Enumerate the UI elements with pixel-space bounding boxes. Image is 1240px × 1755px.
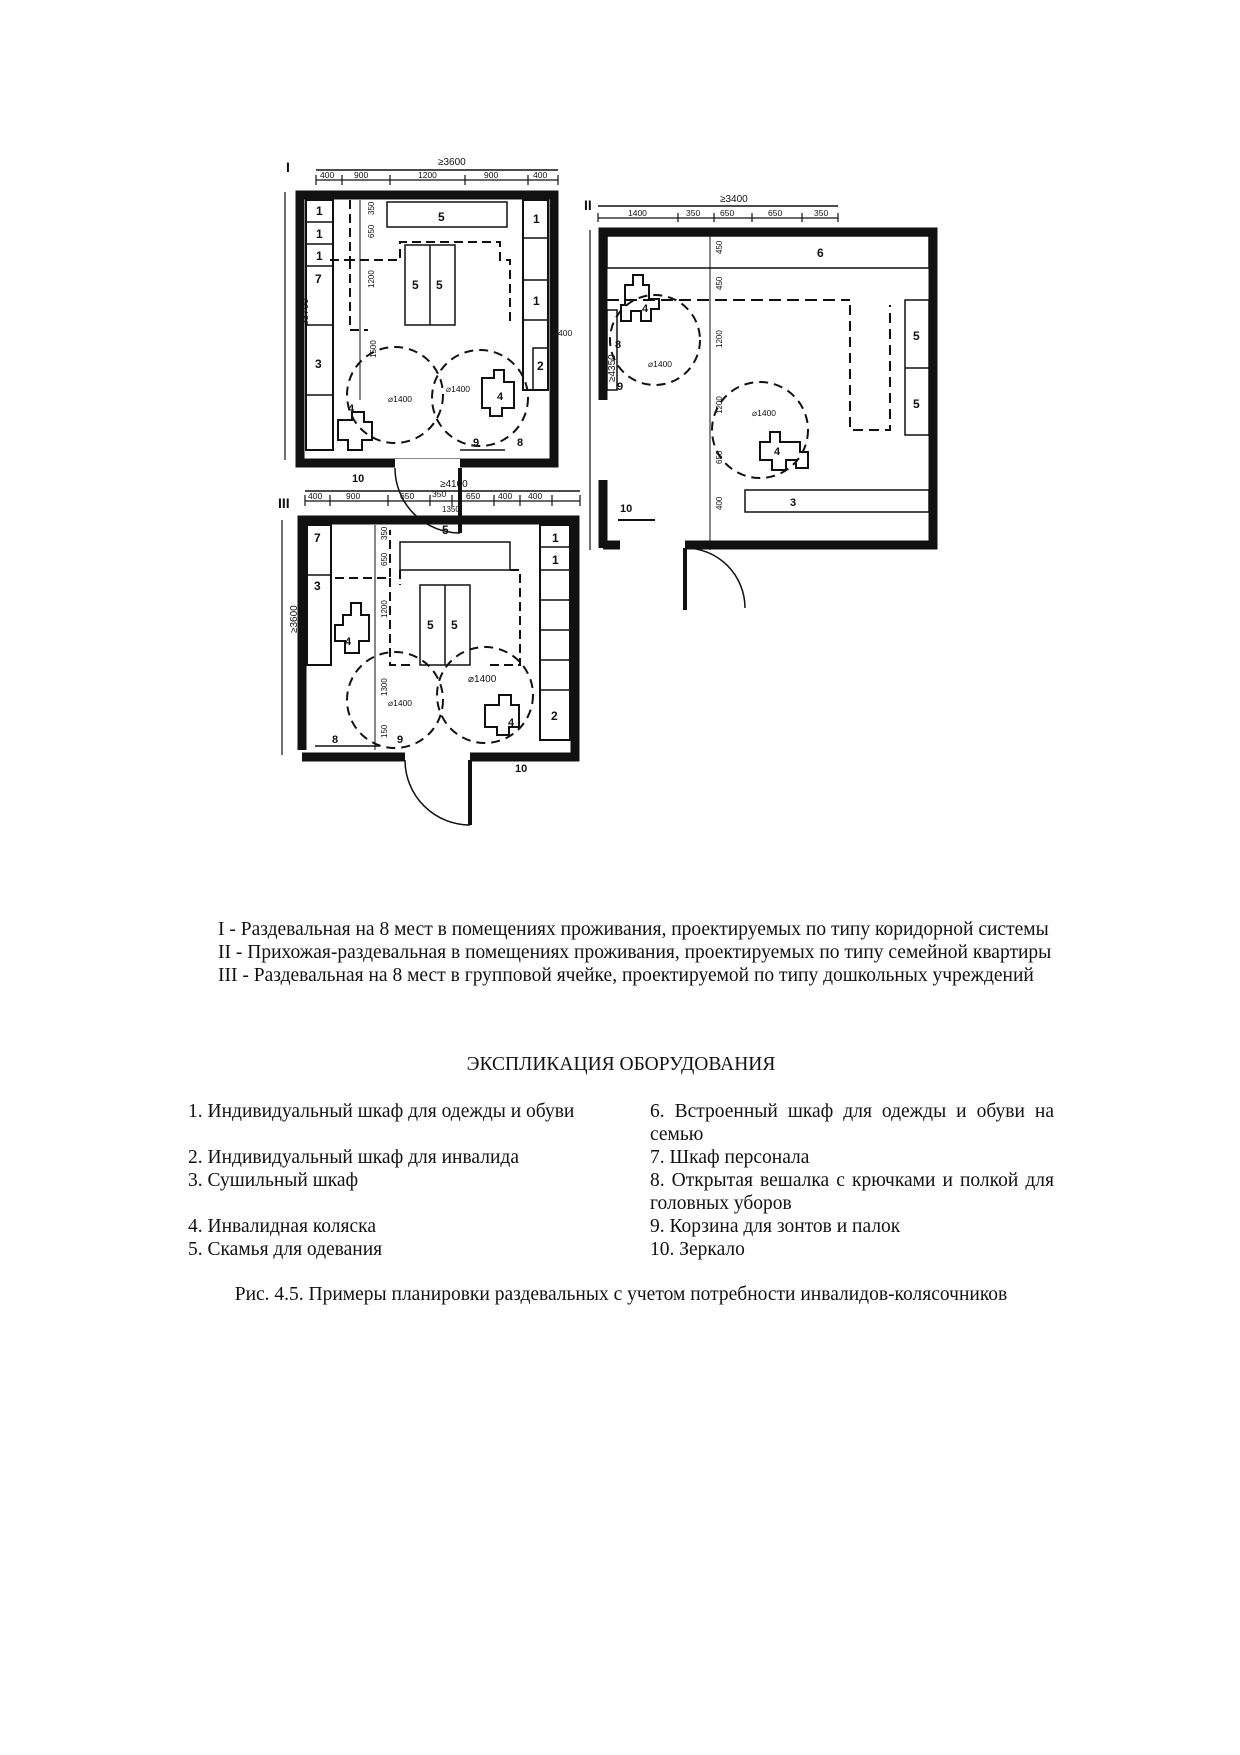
plan-3-dim-top: 400: [498, 491, 513, 501]
plan-2-label: 4: [642, 303, 649, 315]
plan-2-label: 8: [615, 339, 622, 351]
caption-plan-3: III - Раздевальная на 8 мест в групповой ячейке, проектируемой по типу дошкольных учреждений: [218, 965, 1034, 986]
plan-3-dim-top: 400: [528, 491, 543, 501]
wheelchair-icon: [760, 432, 808, 470]
caption-plan-1: I - Раздевальная на 8 мест в помещениях проживания, проектируемых по типу коридорной системы: [218, 919, 1049, 940]
plan-3-overall-height: ≥3600: [289, 605, 300, 633]
plan-3-dim-inner: 350: [380, 526, 389, 540]
explication-title: ЭКСПЛИКАЦИЯ ОБОРУДОВАНИЯ: [466, 1054, 776, 1075]
plan-3-label: 8: [332, 734, 339, 746]
plan-1-label: 9: [473, 437, 480, 449]
plan-2-circle-label: ⌀1400: [752, 408, 777, 418]
plan-1-label: 1: [316, 204, 323, 218]
explication-item: 4. Инвалидная коляска: [188, 1216, 376, 1237]
plan-2-dim-inner: 400: [715, 496, 724, 510]
plan-2: [584, 194, 933, 610]
plan-1-overall-width: ≥3600: [438, 157, 466, 168]
plan-3-label: 5: [427, 618, 434, 632]
wheelchair-icon: [335, 603, 369, 653]
plan-2-label: 6: [817, 246, 824, 260]
plan-1-label: 1: [533, 294, 540, 308]
wheelchair-icon: [485, 695, 519, 735]
plan-1-overall-height: ≥3700: [300, 298, 311, 326]
plan-2-label: 5: [913, 397, 920, 411]
plan-2-circle-label: ⌀1400: [648, 359, 673, 369]
plan-2-dim-top: 350: [814, 208, 829, 218]
explication-item: 3. Сушильный шкаф: [188, 1170, 359, 1191]
plan-3-dim-inner: 650: [380, 552, 389, 566]
plan-1-circle-label: ⌀1400: [446, 384, 471, 394]
plan-1-dim-inner: 1500: [369, 340, 378, 358]
explication-item: 7. Шкаф персонала: [650, 1147, 810, 1168]
plan-1-dim-inner: 400: [558, 328, 573, 338]
plan-1-label: 8: [517, 437, 524, 449]
plan-1-label: 5: [436, 278, 443, 292]
plan-1-label: 5: [412, 278, 419, 292]
plan-2-dim-top: 650: [768, 208, 783, 218]
plan-2-dim-top: 1400: [628, 208, 647, 218]
plan-3-dim-top: 650: [400, 491, 415, 501]
plan-1-label: 7: [315, 272, 322, 286]
plan-3-label: 3: [314, 579, 321, 593]
plan-1-dim-top: 900: [354, 170, 369, 180]
plan-2-label: 9: [617, 381, 624, 393]
plan-1-dim-top: 400: [320, 170, 335, 180]
plan-1-dim-top: 1200: [418, 170, 437, 180]
plan-3-overall-width: ≥4100: [440, 479, 468, 490]
plan-3-label: 4: [508, 717, 515, 729]
plan-1-label: 4: [497, 391, 504, 403]
caption-plan-2: II - Прихожая-раздевальная в помещениях проживания, проектируемых по типу семейной квартиры: [218, 942, 1052, 963]
plan-3-label: 9: [397, 734, 404, 746]
explication-item: 5. Скамья для одевания: [188, 1239, 383, 1260]
plan-3-label: 1: [552, 531, 559, 545]
plan-1-label: 5: [438, 210, 445, 224]
plan-3-circle-label: ⌀1400: [388, 698, 413, 708]
floor-plans-figure: [278, 150, 950, 920]
figure-caption: Рис. 4.5. Примеры планировки раздевальных с учетом потребности инвалидов-колясочников: [234, 1284, 1008, 1305]
explication-row: [188, 1238, 1054, 1261]
plan-1-dim-top: 400: [533, 170, 548, 180]
plan-1-label: 2: [537, 359, 544, 373]
plan-2-dim-inner: 450: [715, 276, 724, 290]
plan-1-label: 1: [316, 249, 323, 263]
plan-3-label: 7: [314, 531, 321, 545]
plan-3-dim-top: 400: [308, 491, 323, 501]
plan-2-label: 3: [790, 497, 797, 509]
plan-2-label: 10: [620, 503, 633, 515]
plan-3-dim-inner: 1300: [380, 678, 389, 696]
plan-3-dim-top: 350: [432, 489, 447, 499]
explication-item: 8. Открытая вешалка с крючками и полкой для головных уборов: [650, 1170, 1054, 1214]
plan-3-label: 5: [442, 523, 449, 537]
plan-3-label: 2: [551, 709, 558, 723]
plan-captions: [188, 918, 1054, 987]
plan-2-dim-top: 650: [720, 208, 735, 218]
explication-item: 10. Зеркало: [650, 1239, 745, 1260]
plan-3-roman: III: [278, 495, 290, 511]
plan-2-dim-inner: 450: [715, 240, 724, 254]
plan-1-label: 1: [533, 212, 540, 226]
plan-3-dim-sub: 1350: [442, 505, 460, 514]
explication-item: 9. Корзина для зонтов и палок: [650, 1216, 901, 1237]
plan-3-label: 1: [552, 553, 559, 567]
plan-3: [278, 479, 580, 825]
plan-3-label: 5: [451, 618, 458, 632]
wheelchair-icon: [338, 412, 372, 450]
plan-1-roman: I: [286, 159, 290, 175]
plan-1: [285, 157, 572, 533]
plan-2-roman: II: [584, 197, 592, 213]
plan-1-dim-inner: 1200: [367, 270, 376, 288]
plan-2-label: 5: [913, 329, 920, 343]
plan-2-label: 4: [774, 446, 781, 458]
explication-row: [188, 1169, 1054, 1215]
explication-row: [188, 1146, 1054, 1169]
plan-1-circle-label: ⌀1400: [388, 394, 413, 404]
plan-1-dim-inner: 650: [367, 224, 376, 238]
plan-1-dim-top: 900: [484, 170, 499, 180]
plan-3-label: 10: [515, 763, 528, 775]
plan-3-dim-top: 650: [466, 491, 481, 501]
plan-1-label: 3: [315, 357, 322, 371]
plan-2-overall-height: ≥4350: [607, 354, 618, 382]
plan-2-dim-inner: 1200: [715, 330, 724, 348]
floor-plans-svg: [278, 150, 950, 920]
explication-item: 1. Индивидуальный шкаф для одежды и обуви: [188, 1101, 575, 1122]
plan-3-dim-inner: 150: [380, 724, 389, 738]
plan-1-dim-inner: 350: [367, 201, 376, 215]
explication-item: 6. Встроенный шкаф для одежды и обуви на семью: [650, 1101, 1054, 1145]
explication-row: [188, 1215, 1054, 1238]
plan-1-label: 4: [348, 403, 355, 415]
plan-3-circle-label: ⌀1400: [468, 674, 497, 685]
plan-2-dim-top: 350: [686, 208, 701, 218]
plan-1-label: 10: [352, 473, 365, 485]
plan-2-overall-width: ≥3400: [720, 194, 748, 205]
explication-row: [188, 1100, 1054, 1146]
explication-table: [188, 1100, 1054, 1261]
plan-2-dim-inner: 650: [715, 450, 724, 464]
plan-1-label: 1: [316, 227, 323, 241]
plan-3-label: 4: [345, 636, 352, 648]
plan-3-dim-inner: 1200: [380, 600, 389, 618]
explication-item: 2. Индивидуальный шкаф для инвалида: [188, 1147, 519, 1168]
plan-3-dim-top: 900: [346, 491, 361, 501]
plan-2-dim-inner: 1200: [715, 396, 724, 414]
